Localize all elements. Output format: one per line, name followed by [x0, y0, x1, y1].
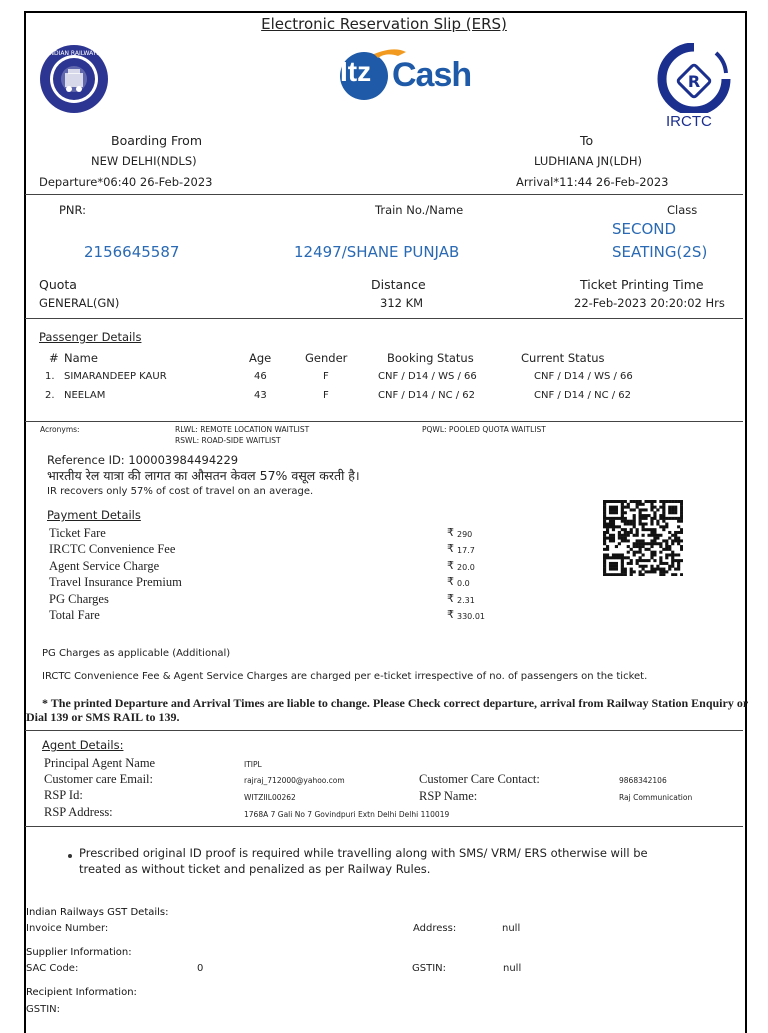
rsp-id-label: RSP Id: — [44, 788, 83, 802]
timing-disclaimer: * The printed Departure and Arrival Times are liable to change. Please Check correct departure, arrival from Railway Station Enquiry or Dial 139 or SMS RAIL to 139. — [26, 696, 748, 724]
supplier-heading: Supplier Information: — [26, 947, 132, 958]
gst-heading: Indian Railways GST Details: — [26, 907, 169, 918]
train-name: 12497/SHANE PUNJAB — [294, 243, 460, 261]
distance-value: 312 KM — [380, 296, 424, 310]
passenger-current-status: CNF / D14 / WS / 66 — [534, 371, 633, 382]
payment-label: PG Charges — [49, 592, 109, 606]
gstin-value: null — [503, 963, 522, 974]
acronyms-label: Acronyms: — [40, 425, 80, 434]
care-email-value: rajraj_712000@yahoo.com — [244, 776, 345, 785]
passenger-booking-status: CNF / D14 / NC / 62 — [378, 390, 476, 401]
col-name: Name — [64, 351, 98, 365]
passenger-age: 46 — [254, 371, 267, 382]
acronym-pqwl: PQWL: POOLED QUOTA WAITLIST — [422, 425, 546, 434]
recipient-gstin-label: GSTIN: — [26, 1004, 61, 1015]
passenger-no: 1. — [45, 371, 55, 382]
rsp-address-label: RSP Address: — [44, 805, 113, 819]
col-age: Age — [249, 351, 272, 365]
divider — [25, 730, 743, 731]
class-value-line1: SECOND — [612, 220, 677, 238]
payment-amount: 290 — [457, 530, 473, 539]
payment-label: Total Fare — [49, 608, 100, 622]
gst-address-label: Address: — [413, 923, 457, 934]
passenger-name: NEELAM — [64, 390, 106, 401]
passenger-no: 2. — [45, 390, 55, 401]
passenger-booking-status: CNF / D14 / WS / 66 — [378, 371, 477, 382]
pnr-label: PNR: — [59, 203, 87, 217]
payment-label: Travel Insurance Premium — [49, 575, 182, 589]
payment-amount: 2.31 — [457, 596, 475, 605]
acronym-rlwl: RLWL: REMOTE LOCATION WAITLIST — [175, 425, 310, 434]
svg-text:R: R — [687, 72, 701, 91]
boarding-from-label: Boarding From — [111, 133, 203, 148]
itzcash-logo — [334, 44, 486, 100]
hindi-notice: भारतीय रेल यात्रा की लागत का औसतन केवल 57% वसूल करती है। — [47, 468, 360, 483]
rupee-icon: ₹ — [447, 575, 454, 588]
bullet-icon — [68, 854, 72, 858]
passenger-age: 43 — [254, 390, 267, 401]
payment-label: IRCTC Convenience Fee — [49, 542, 176, 556]
invoice-number-label: Invoice Number: — [26, 923, 109, 934]
rsp-id-value: WITZIIL00262 — [244, 793, 296, 802]
itzcash-suffix: Cash — [392, 56, 472, 94]
payment-amount: 17.7 — [457, 546, 475, 555]
destination-station: LUDHIANA JN(LDH) — [534, 154, 643, 168]
payment-amount: 0.0 — [457, 579, 470, 588]
rsp-address-value: 1768A 7 Gali No 7 Govindpuri Extn Delhi Delhi 110019 — [244, 810, 450, 819]
rupee-icon: ₹ — [447, 559, 454, 572]
passenger-name: SIMARANDEEP KAUR — [64, 371, 167, 382]
acronym-rswl: RSWL: ROAD-SIDE WAITLIST — [175, 436, 281, 445]
care-contact-value: 9868342106 — [619, 776, 667, 785]
boarding-station: NEW DELHI(NDLS) — [91, 154, 197, 168]
indian-railways-logo — [38, 43, 110, 115]
col-current-status: Current Status — [521, 351, 605, 365]
col-booking-status: Booking Status — [387, 351, 474, 365]
principal-agent-value: ITIPL — [244, 760, 262, 769]
rsp-name-value: Raj Communication — [619, 793, 693, 802]
departure-time: Departure*06:40 26-Feb-2023 — [39, 175, 213, 189]
railways-ring-text: INDIAN RAILWAYS — [47, 50, 101, 57]
distance-label: Distance — [371, 277, 426, 292]
to-label: To — [580, 133, 594, 148]
payment-label: Agent Service Charge — [49, 559, 160, 573]
gst-address-value: null — [502, 923, 521, 934]
payment-amount: 20.0 — [457, 563, 475, 572]
passenger-gender: F — [323, 371, 329, 382]
irctc-logo — [656, 43, 732, 133]
rupee-icon: ₹ — [447, 592, 454, 605]
col-gender: Gender — [305, 351, 348, 365]
rupee-icon: ₹ — [447, 608, 454, 621]
payment-heading: Payment Details — [47, 508, 141, 522]
recipient-heading: Recipient Information: — [26, 987, 137, 998]
divider — [25, 318, 743, 319]
reference-id: Reference ID: 100003984494229 — [47, 453, 239, 467]
class-label: Class — [667, 203, 698, 217]
quota-label: Quota — [39, 277, 77, 292]
sac-code-label: SAC Code: — [26, 963, 79, 974]
id-proof-notice-line2: treated as without ticket and penalized as per Railway Rules. — [79, 862, 431, 876]
care-email-label: Customer care Email: — [44, 772, 153, 786]
divider — [25, 421, 743, 422]
passenger-heading: Passenger Details — [39, 330, 142, 344]
print-time-value: 22-Feb-2023 20:20:02 Hrs — [574, 296, 725, 310]
print-time-label: Ticket Printing Time — [580, 277, 704, 292]
col-no: # — [49, 351, 59, 365]
class-value-line2: SEATING(2S) — [612, 243, 708, 261]
rsp-name-label: RSP Name: — [419, 789, 478, 803]
convenience-fee-note: IRCTC Convenience Fee & Agent Service Charges are charged per e-ticket irrespective of no. of passengers on the ticket. — [42, 671, 648, 682]
agent-heading: Agent Details: — [42, 738, 124, 752]
divider — [25, 826, 743, 827]
rupee-icon: ₹ — [447, 526, 454, 539]
care-contact-label: Customer Care Contact: — [419, 772, 540, 786]
pg-charges-note: PG Charges as applicable (Additional) — [42, 648, 231, 659]
page-title: Electronic Reservation Slip (ERS) — [261, 15, 507, 33]
id-proof-notice-line1: Prescribed original ID proof is required while travelling along with SMS/ VRM/ ERS otherwise will be — [79, 846, 648, 860]
payment-label: Ticket Fare — [49, 526, 106, 540]
irctc-label: IRCTC — [666, 113, 712, 130]
passenger-current-status: CNF / D14 / NC / 62 — [534, 390, 632, 401]
arrival-time: Arrival*11:44 26-Feb-2023 — [516, 175, 669, 189]
payment-amount: 330.01 — [457, 612, 485, 621]
pnr-number: 2156645587 — [84, 243, 180, 261]
passenger-gender: F — [323, 390, 329, 401]
gstin-label: GSTIN: — [412, 963, 447, 974]
qr-code — [603, 500, 683, 576]
divider — [25, 194, 743, 195]
itzcash-prefix: Itz — [340, 56, 372, 87]
train-label: Train No./Name — [375, 203, 464, 217]
rupee-icon: ₹ — [447, 542, 454, 555]
principal-agent-label: Principal Agent Name — [44, 756, 156, 770]
quota-value: GENERAL(GN) — [39, 296, 120, 310]
cost-recovery-note: IR recovers only 57% of cost of travel on an average. — [47, 486, 314, 497]
sac-code-value: 0 — [197, 963, 204, 974]
